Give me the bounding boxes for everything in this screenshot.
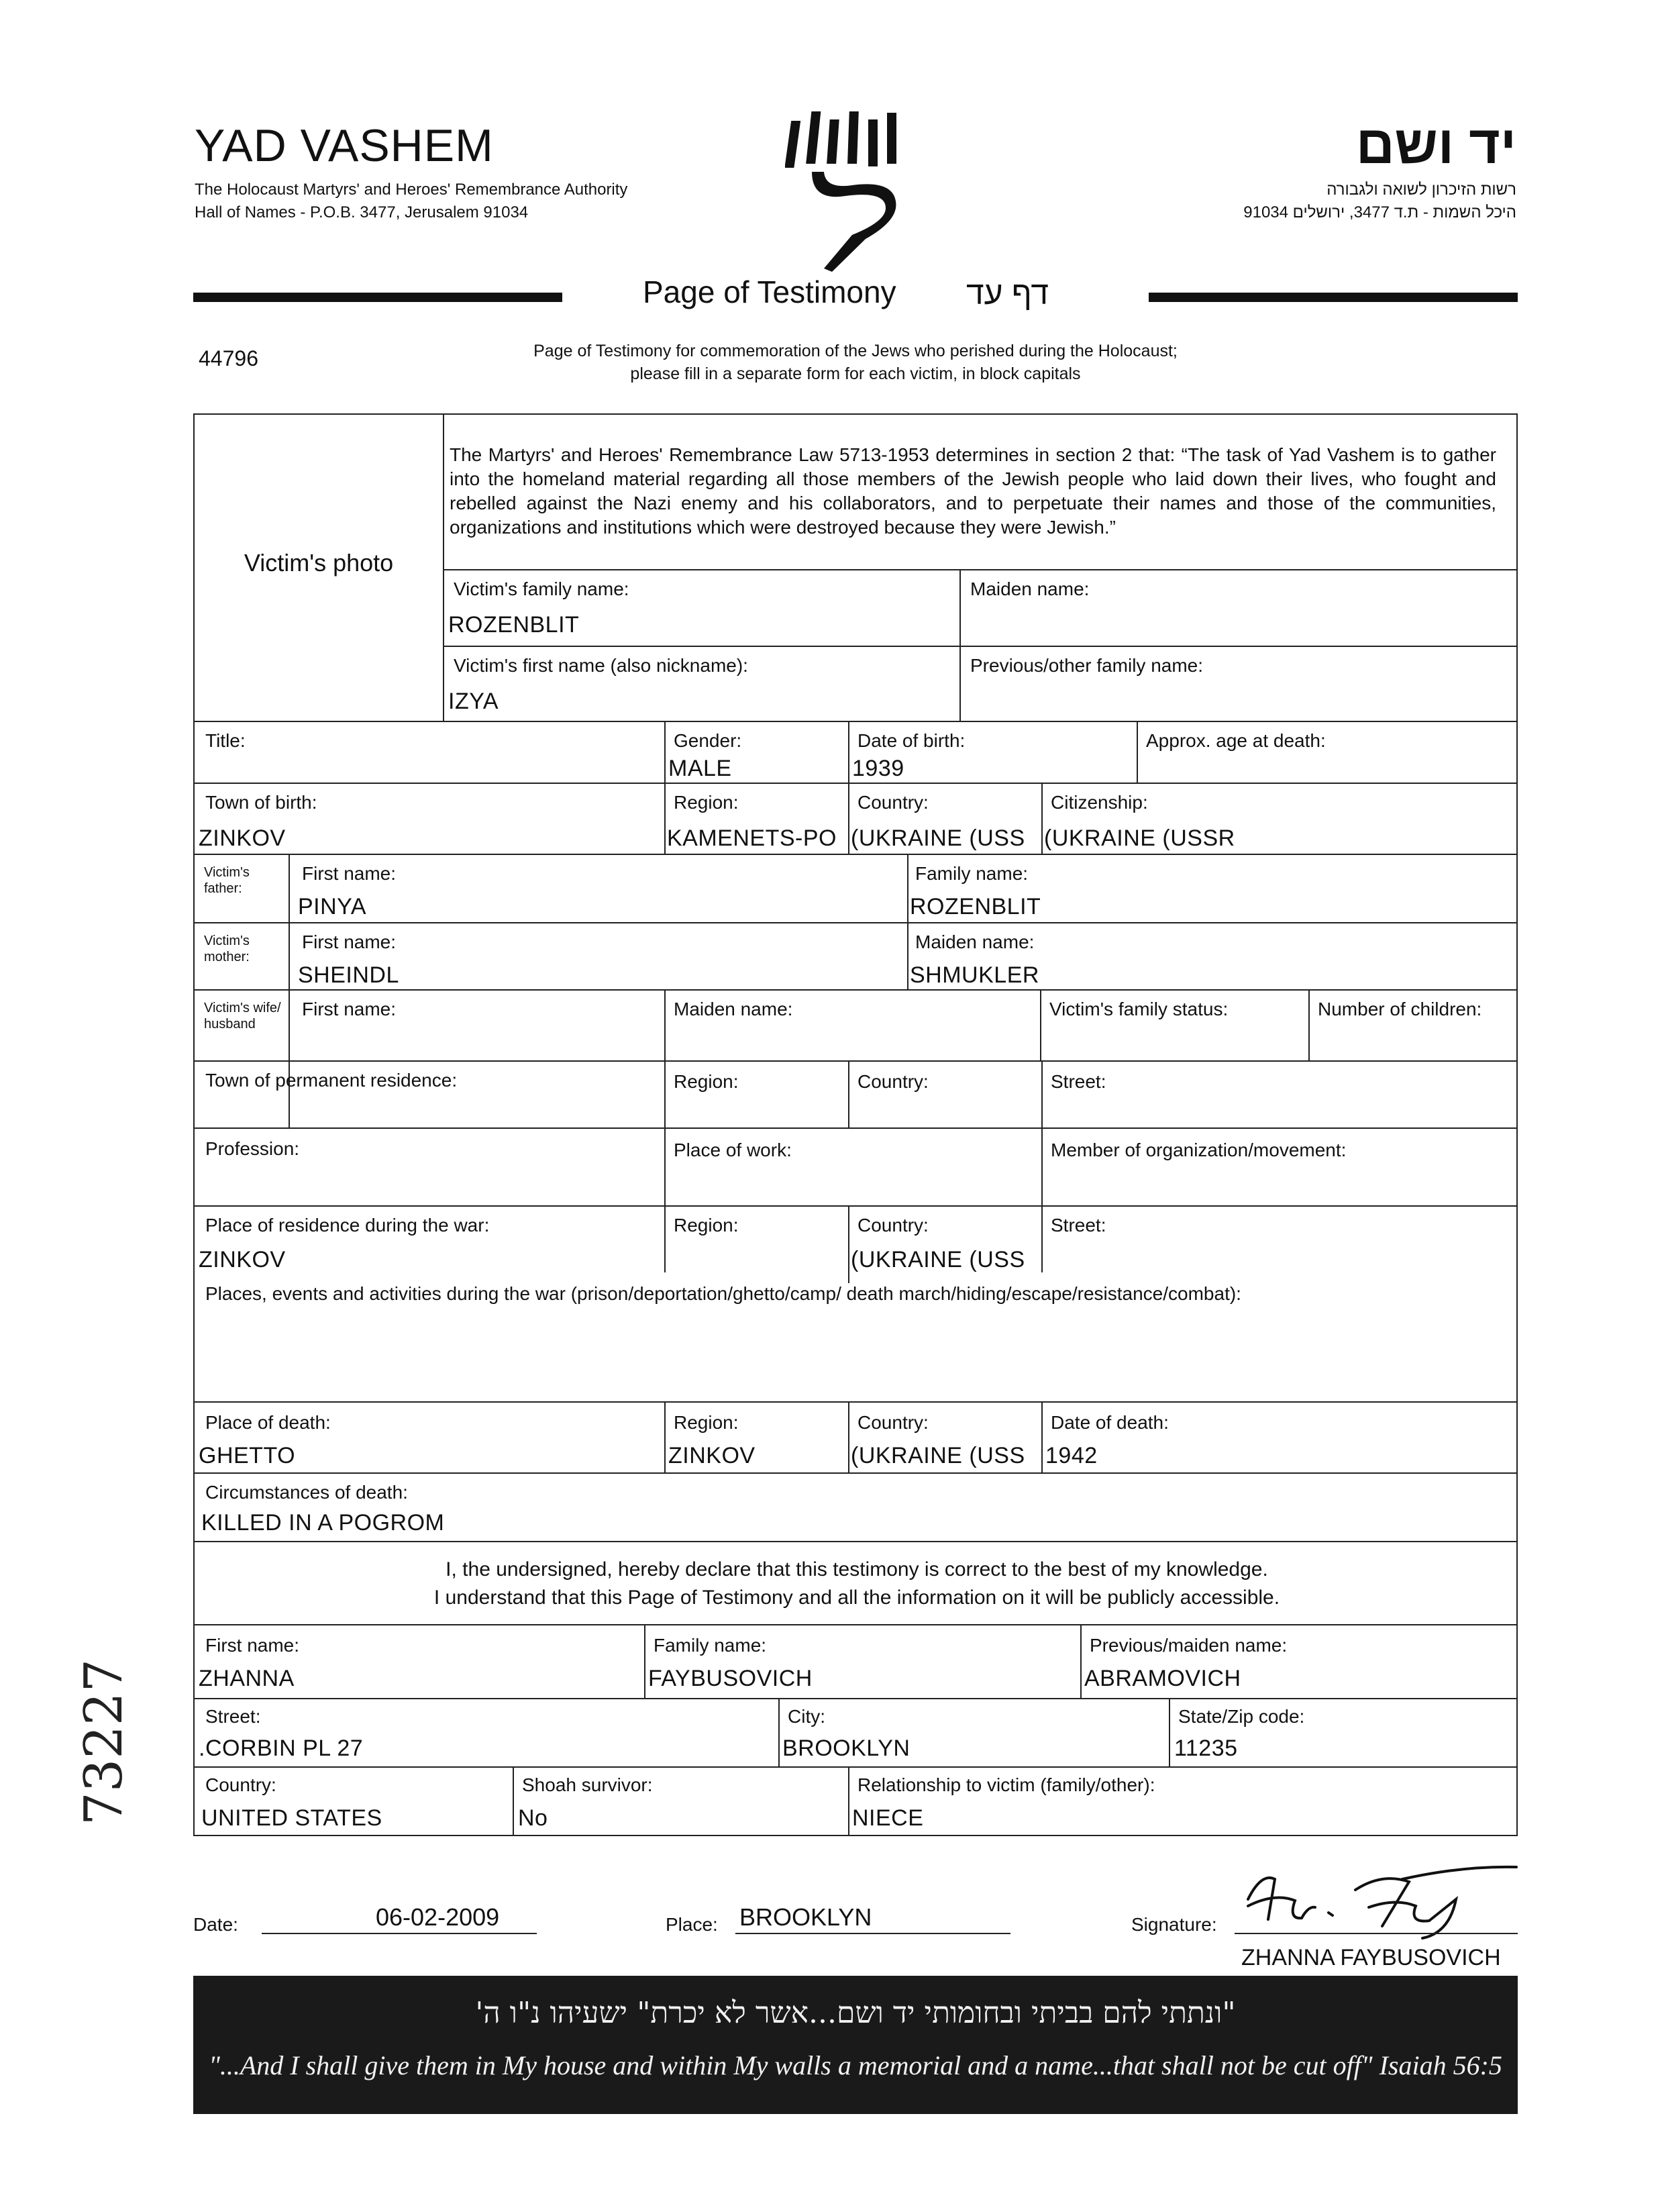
mother-maiden-name-field[interactable]: SHMUKLER (910, 962, 1039, 988)
testimony-form (193, 413, 1518, 1836)
war-country-label: Country: (857, 1215, 929, 1236)
submitter-city-field[interactable]: BROOKLYN (782, 1736, 911, 1761)
shoah-survivor-field[interactable]: No (518, 1805, 548, 1831)
mother-row-label: Victim's mother: (204, 934, 250, 964)
victim-family-name-label: Victim's family name: (454, 579, 629, 599)
war-residence-field[interactable]: ZINKOV (199, 1247, 286, 1272)
permanent-residence-label: Town of permanent residence: (205, 1070, 458, 1091)
father-family-name-label: Family name: (915, 863, 1029, 884)
submitter-street-field[interactable]: .CORBIN PL 27 (199, 1736, 364, 1761)
signature-name: ZHANNA FAYBUSOVICH (1241, 1945, 1501, 1970)
father-family-name-field[interactable]: ROZENBLIT (910, 894, 1041, 919)
circumstances-label: Circumstances of death: (205, 1482, 408, 1503)
organization-member-label: Member of organization/movement: (1051, 1140, 1347, 1160)
circumstances-field[interactable]: KILLED IN A POGROM (201, 1510, 445, 1536)
submitter-family-name-field[interactable]: FAYBUSOVICH (648, 1666, 813, 1691)
submitter-previous-name-field[interactable]: ABRAMOVICH (1084, 1666, 1241, 1691)
date-of-birth-label: Date of birth: (857, 730, 966, 751)
profession-label: Profession: (205, 1138, 300, 1159)
war-events-label: Places, events and activities during the war (prison/deportation/ghetto/camp/ death march/hiding/escape/resistance/combat): (205, 1283, 1241, 1304)
signature-scribble-icon (1235, 1859, 1523, 1940)
submitter-zip-field[interactable]: 11235 (1174, 1736, 1238, 1761)
yad-vashem-logo-icon (785, 107, 906, 275)
submitter-first-name-field[interactable]: ZHANNA (199, 1666, 295, 1691)
place-of-death-field[interactable]: GHETTO (199, 1443, 296, 1468)
submitter-city-label: City: (788, 1706, 825, 1727)
org-authority-he: רשות הזיכרון לשואה ולגבורה (1327, 181, 1516, 199)
relationship-field[interactable]: NIECE (852, 1805, 924, 1831)
birth-region-label: Region: (674, 792, 739, 813)
footer-date-label: Date: (193, 1914, 238, 1935)
residence-region-label: Region: (674, 1071, 739, 1092)
org-name-en: YAD VASHEM (195, 120, 494, 171)
footer-place-underline (735, 1933, 1010, 1934)
war-street-label: Street: (1051, 1215, 1106, 1236)
date-of-birth-field[interactable]: 1939 (852, 756, 904, 781)
mother-maiden-name-label: Maiden name: (915, 932, 1035, 952)
org-subtitle-en (195, 179, 627, 224)
family-status-label: Victim's family status: (1049, 999, 1229, 1019)
previous-family-name-label: Previous/other family name: (970, 655, 1204, 676)
gender-field[interactable]: MALE (668, 756, 732, 781)
declaration-line-2: I understand that this Page of Testimony and all the information on it will be publicly accessible. (433, 1587, 1280, 1609)
submitter-street-label: Street: (205, 1706, 261, 1727)
victim-photo-label: Victim's photo (244, 549, 394, 576)
law-text: The Martyrs' and Heroes' Remembrance Law 5713-1953 determines in section 2 that: “The task of Yad Vashem is to gather into the homeland material regarding all those members of the Jewish people who laid down their lives, who fought and rebelled against the Nazi enemy and his collaborators, and to perpetuate their names and those of the communities, organizations and institutions which were destroyed because they were Jewish.” (450, 444, 1496, 538)
date-of-death-field[interactable]: 1942 (1045, 1443, 1098, 1468)
org-subtitle-he (1243, 179, 1516, 224)
death-region-label: Region: (674, 1412, 739, 1433)
spouse-row-label: Victim's wife/ husband (204, 1001, 281, 1032)
page-title-en: Page of Testimony (643, 274, 896, 309)
father-first-name-field[interactable]: PINYA (298, 894, 367, 919)
victim-first-name-label: Victim's first name (also nickname): (454, 655, 748, 676)
number-of-children-label: Number of children: (1318, 999, 1482, 1019)
submitter-first-name-label: First name: (205, 1635, 300, 1656)
org-name-he: יד ושם (1355, 115, 1516, 174)
page-title-he: דף עד (966, 276, 1049, 311)
citizenship-label: Citizenship: (1051, 792, 1148, 813)
gender-label: Gender: (674, 730, 742, 751)
title-rule-left (193, 293, 562, 302)
war-country-field[interactable]: (UKRAINE (USS (851, 1247, 1025, 1272)
spouse-first-name-label: First name: (302, 999, 397, 1019)
org-authority-en: The Holocaust Martyrs' and Heroes' Remembrance Authority (195, 181, 628, 199)
footer-date-field[interactable]: 06-02-2009 (376, 1903, 500, 1931)
victim-first-name-field[interactable]: IZYA (448, 689, 499, 714)
place-of-death-label: Place of death: (205, 1412, 331, 1433)
declaration-line-1: I, the undersigned, hereby declare that this testimony is correct to the best of my knowledge. (446, 1558, 1268, 1580)
spouse-maiden-name-label: Maiden name: (674, 999, 793, 1019)
birth-country-field[interactable]: (UKRAINE (USS (851, 825, 1025, 851)
footer-signature-label: Signature: (1131, 1914, 1217, 1935)
intro-line-1: Page of Testimony for commemoration of the Jews who perished during the Holocaust; (533, 342, 1178, 360)
intro-line-2: please fill in a separate form for each victim, in block capitals (630, 364, 1081, 383)
place-of-work-label: Place of work: (674, 1140, 792, 1160)
declaration-text (195, 1556, 1519, 1612)
isaiah-quote-banner (193, 1976, 1518, 2114)
reference-number: 44796 (199, 346, 258, 370)
father-row-label: Victim's father: (204, 865, 250, 896)
signature-underline (1235, 1933, 1518, 1934)
citizenship-field[interactable]: (UKRAINE (USSR (1044, 825, 1235, 851)
submitter-previous-name-label: Previous/maiden name: (1090, 1635, 1288, 1656)
banner-quote-hebrew: "ונתתי להם בביתי ובחומותי יד ושם...אשר לא יכרת" ישעיהו נ"ו ה' (475, 1996, 1236, 2030)
banner-quote-english: "...And I shall give them in My house and within My walls a memorial and a name...that shall not be cut off" Isaiah 56:5 (209, 2050, 1502, 2080)
submitter-family-name-label: Family name: (654, 1635, 767, 1656)
mother-first-name-field[interactable]: SHEINDL (298, 962, 399, 988)
org-address-en: Hall of Names - P.O.B. 3477, Jerusalem 91034 (195, 203, 529, 221)
father-first-name-label: First name: (302, 863, 397, 884)
footer-place-field[interactable]: BROOKLYN (739, 1903, 872, 1931)
mother-first-name-label: First name: (302, 932, 397, 952)
submitter-country-field[interactable]: UNITED STATES (201, 1805, 382, 1831)
title-label: Title: (205, 730, 246, 751)
town-of-birth-field[interactable]: ZINKOV (199, 825, 286, 851)
relationship-label: Relationship to victim (family/other): (857, 1774, 1155, 1795)
footer-place-label: Place: (666, 1914, 718, 1935)
age-at-death-label: Approx. age at death: (1146, 730, 1326, 751)
title-rule-right (1149, 293, 1518, 302)
submitter-country-label: Country: (205, 1774, 276, 1795)
shoah-survivor-label: Shoah survivor: (522, 1774, 653, 1795)
war-residence-label: Place of residence during the war: (205, 1215, 490, 1236)
town-of-birth-label: Town of birth: (205, 792, 317, 813)
org-address-he: היכל השמות - ת.ד 3477, ירושלים 91034 (1243, 203, 1516, 221)
death-country-label: Country: (857, 1412, 929, 1433)
date-of-death-label: Date of death: (1051, 1412, 1169, 1433)
maiden-name-label: Maiden name: (970, 579, 1090, 599)
submitter-zip-label: State/Zip code: (1178, 1706, 1305, 1727)
victim-family-name-field[interactable]: ROZENBLIT (448, 612, 580, 638)
death-country-field[interactable]: (UKRAINE (USS (851, 1443, 1025, 1468)
handwritten-archive-number: 73227 (74, 1658, 134, 1825)
death-region-field[interactable]: ZINKOV (668, 1443, 756, 1468)
war-region-label: Region: (674, 1215, 739, 1236)
residence-street-label: Street: (1051, 1071, 1106, 1092)
intro-text (403, 340, 1308, 385)
birth-region-field[interactable]: KAMENETS-PO (667, 825, 837, 851)
residence-country-label: Country: (857, 1071, 929, 1092)
birth-country-label: Country: (857, 792, 929, 813)
footer-date-underline (262, 1933, 537, 1934)
